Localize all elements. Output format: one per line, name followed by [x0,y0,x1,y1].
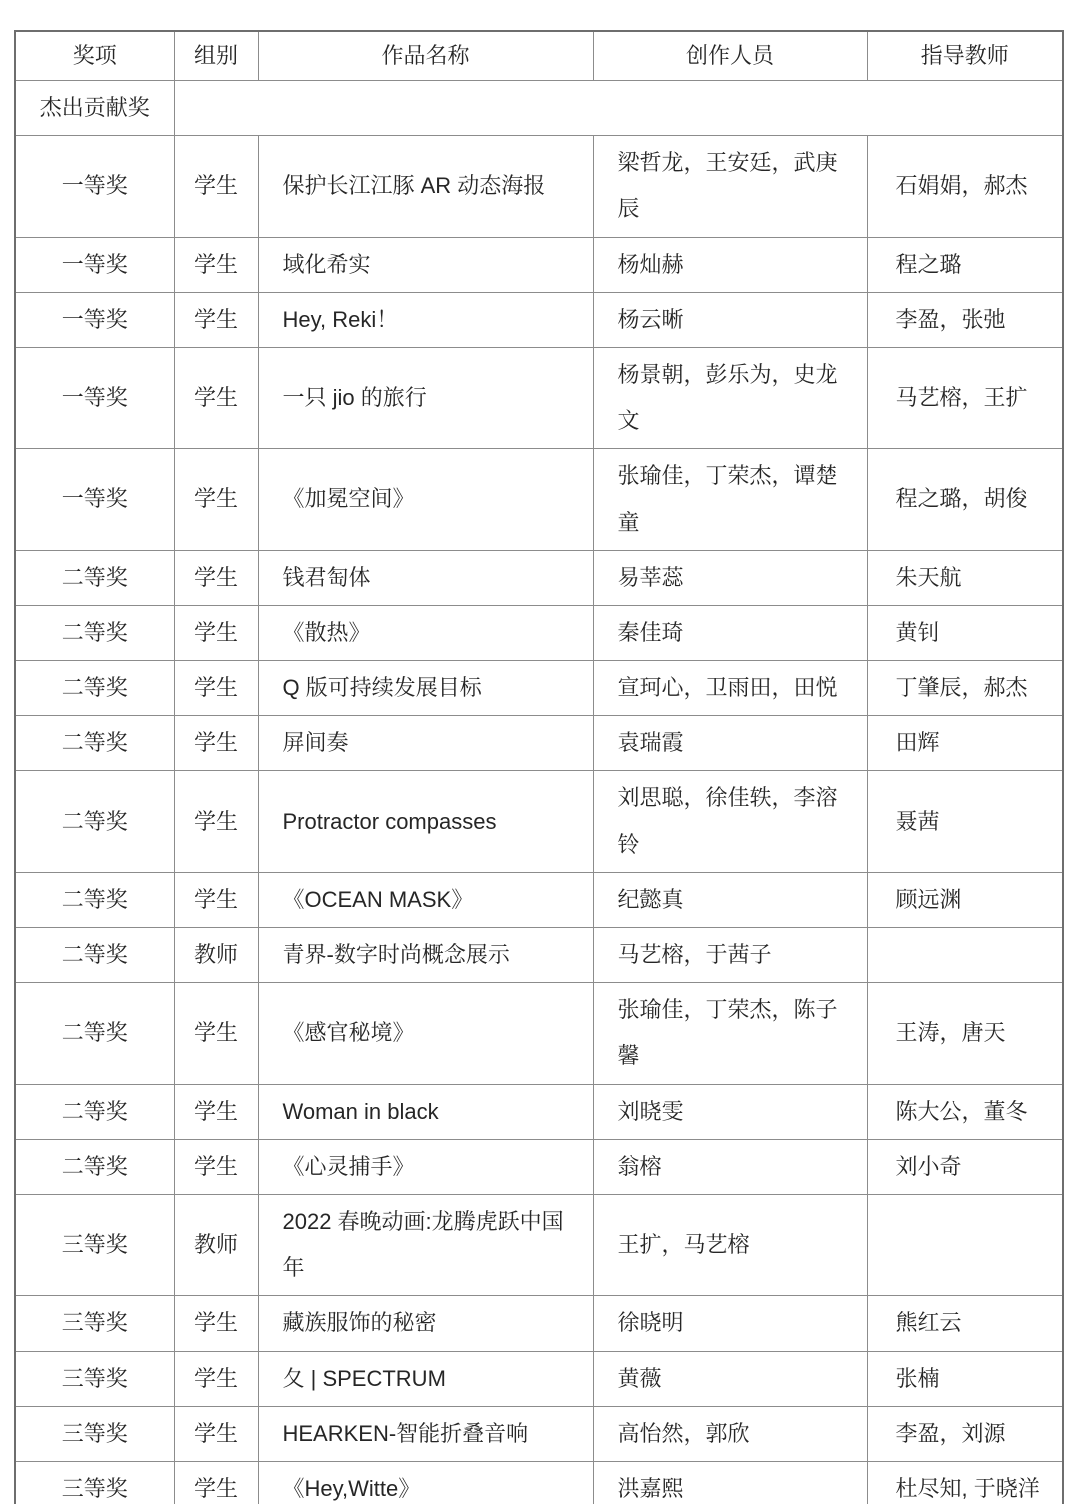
table-row [15,292,1063,347]
work-title-cell: 屏间奏 [258,716,593,771]
creators-cell: 易莘蕊 [593,550,867,605]
work-title-cell: 保护长江江豚 AR 动态海报 [258,136,593,237]
work-title-cell: 《加冕空间》 [258,449,593,550]
award-cell: 二等奖 [15,1139,174,1194]
group-cell: 学生 [174,1461,258,1504]
creators-cell: 徐晓明 [593,1296,867,1351]
group-cell: 学生 [174,1084,258,1139]
group-cell: 教师 [174,1194,258,1295]
table-row [15,605,1063,660]
advisors-cell: 程之璐，胡俊 [867,449,1063,550]
work-title-cell: 《散热》 [258,605,593,660]
table-row [15,1461,1063,1504]
work-title-cell: 一只 jio 的旅行 [258,347,593,448]
advisors-cell: 李盈，张弛 [867,292,1063,347]
creators-cell: 张瑜佳，丁荣杰，谭楚童 [593,449,867,550]
award-cell: 三等奖 [15,1194,174,1295]
special-award-row [15,81,1063,136]
table-row [15,928,1063,983]
table-row [15,1351,1063,1406]
work-title-cell: 钱君匋体 [258,550,593,605]
award-cell: 二等奖 [15,661,174,716]
advisors-cell: 朱天航 [867,550,1063,605]
award-cell: 二等奖 [15,1084,174,1139]
table-row [15,1296,1063,1351]
advisors-cell: 王涛，唐天 [867,983,1063,1084]
creators-cell: 杨景朝，彭乐为，史龙文 [593,347,867,448]
award-cell: 三等奖 [15,1406,174,1461]
header-group: 组别 [174,31,258,81]
award-cell: 二等奖 [15,605,174,660]
advisors-cell: 陈大公，董冬 [867,1084,1063,1139]
awards-table [14,30,1064,1504]
group-cell: 学生 [174,347,258,448]
table-row [15,716,1063,771]
advisors-cell [867,1194,1063,1295]
creators-cell: 黄薇 [593,1351,867,1406]
header-award: 奖项 [15,31,174,81]
advisors-cell: 程之璐 [867,237,1063,292]
work-title-cell: 《感官秘境》 [258,983,593,1084]
work-title-cell: 夂 | SPECTRUM [258,1351,593,1406]
group-cell: 学生 [174,605,258,660]
group-cell: 学生 [174,550,258,605]
table-row [15,136,1063,237]
table-row [15,1194,1063,1295]
creators-cell: 刘晓雯 [593,1084,867,1139]
group-cell: 学生 [174,661,258,716]
creators-cell: 秦佳琦 [593,605,867,660]
group-cell: 学生 [174,1351,258,1406]
advisors-cell: 李盈，刘源 [867,1406,1063,1461]
award-cell: 一等奖 [15,136,174,237]
creators-cell: 纪懿真 [593,872,867,927]
award-cell: 三等奖 [15,1351,174,1406]
work-title-cell: 2022 春晚动画:龙腾虎跃中国年 [258,1194,593,1295]
header-creators: 创作人员 [593,31,867,81]
group-cell: 学生 [174,449,258,550]
award-cell: 二等奖 [15,872,174,927]
advisors-cell: 丁肇辰，郝杰 [867,661,1063,716]
table-row [15,550,1063,605]
creators-cell: 宣珂心，卫雨田，田悦 [593,661,867,716]
award-cell: 二等奖 [15,771,174,872]
table-row [15,771,1063,872]
header-advisors: 指导教师 [867,31,1063,81]
advisors-cell: 聂茜 [867,771,1063,872]
group-cell: 学生 [174,1296,258,1351]
special-award-cell: 杰出贡献奖 [15,81,174,136]
group-cell: 学生 [174,872,258,927]
award-cell: 二等奖 [15,716,174,771]
group-cell: 学生 [174,136,258,237]
work-title-cell: Q 版可持续发展目标 [258,661,593,716]
table-row [15,449,1063,550]
work-title-cell: 《Hey,Witte》 [258,1461,593,1504]
group-cell: 教师 [174,928,258,983]
work-title-cell: Woman in black [258,1084,593,1139]
award-cell: 二等奖 [15,928,174,983]
advisors-cell: 杜尽知, 于晓洋 [867,1461,1063,1504]
advisors-cell [867,928,1063,983]
work-title-cell: Hey, Reki！ [258,292,593,347]
table-row [15,1084,1063,1139]
table-row [15,983,1063,1084]
group-cell: 学生 [174,1406,258,1461]
award-cell: 二等奖 [15,550,174,605]
award-cell: 一等奖 [15,292,174,347]
work-title-cell: 《OCEAN MASK》 [258,872,593,927]
creators-cell: 刘思聪，徐佳轶，李溶铃 [593,771,867,872]
group-cell: 学生 [174,771,258,872]
advisors-cell: 田辉 [867,716,1063,771]
work-title-cell: 青界-数字时尚概念展示 [258,928,593,983]
table-row [15,872,1063,927]
advisors-cell: 石娟娟，郝杰 [867,136,1063,237]
header-row [15,31,1063,81]
creators-cell: 杨云晰 [593,292,867,347]
work-title-cell: 域化希实 [258,237,593,292]
creators-cell: 洪嘉熙 [593,1461,867,1504]
advisors-cell: 熊红云 [867,1296,1063,1351]
creators-cell: 高怡然，郭欣 [593,1406,867,1461]
work-title-cell: 《心灵捕手》 [258,1139,593,1194]
advisors-cell: 顾远渊 [867,872,1063,927]
creators-cell: 张瑜佳，丁荣杰，陈子馨 [593,983,867,1084]
work-title-cell: HEARKEN-智能折叠音响 [258,1406,593,1461]
creators-cell: 王扩，马艺榕 [593,1194,867,1295]
header-work: 作品名称 [258,31,593,81]
group-cell: 学生 [174,983,258,1084]
advisors-cell: 刘小奇 [867,1139,1063,1194]
table-row [15,347,1063,448]
creators-cell: 袁瑞霞 [593,716,867,771]
special-award-empty-cell [174,81,1063,136]
award-cell: 三等奖 [15,1461,174,1504]
award-cell: 一等奖 [15,237,174,292]
award-cell: 一等奖 [15,449,174,550]
work-title-cell: Protractor compasses [258,771,593,872]
creators-cell: 翁榕 [593,1139,867,1194]
group-cell: 学生 [174,237,258,292]
creators-cell: 梁哲龙，王安廷，武庚辰 [593,136,867,237]
work-title-cell: 藏族服饰的秘密 [258,1296,593,1351]
award-cell: 一等奖 [15,347,174,448]
table-row [15,1406,1063,1461]
award-cell: 二等奖 [15,983,174,1084]
creators-cell: 杨灿赫 [593,237,867,292]
table-row [15,661,1063,716]
table-row [15,1139,1063,1194]
advisors-cell: 张楠 [867,1351,1063,1406]
group-cell: 学生 [174,292,258,347]
award-cell: 三等奖 [15,1296,174,1351]
group-cell: 学生 [174,716,258,771]
table-row [15,237,1063,292]
advisors-cell: 马艺榕，王扩 [867,347,1063,448]
group-cell: 学生 [174,1139,258,1194]
advisors-cell: 黄钊 [867,605,1063,660]
creators-cell: 马艺榕，于茜子 [593,928,867,983]
